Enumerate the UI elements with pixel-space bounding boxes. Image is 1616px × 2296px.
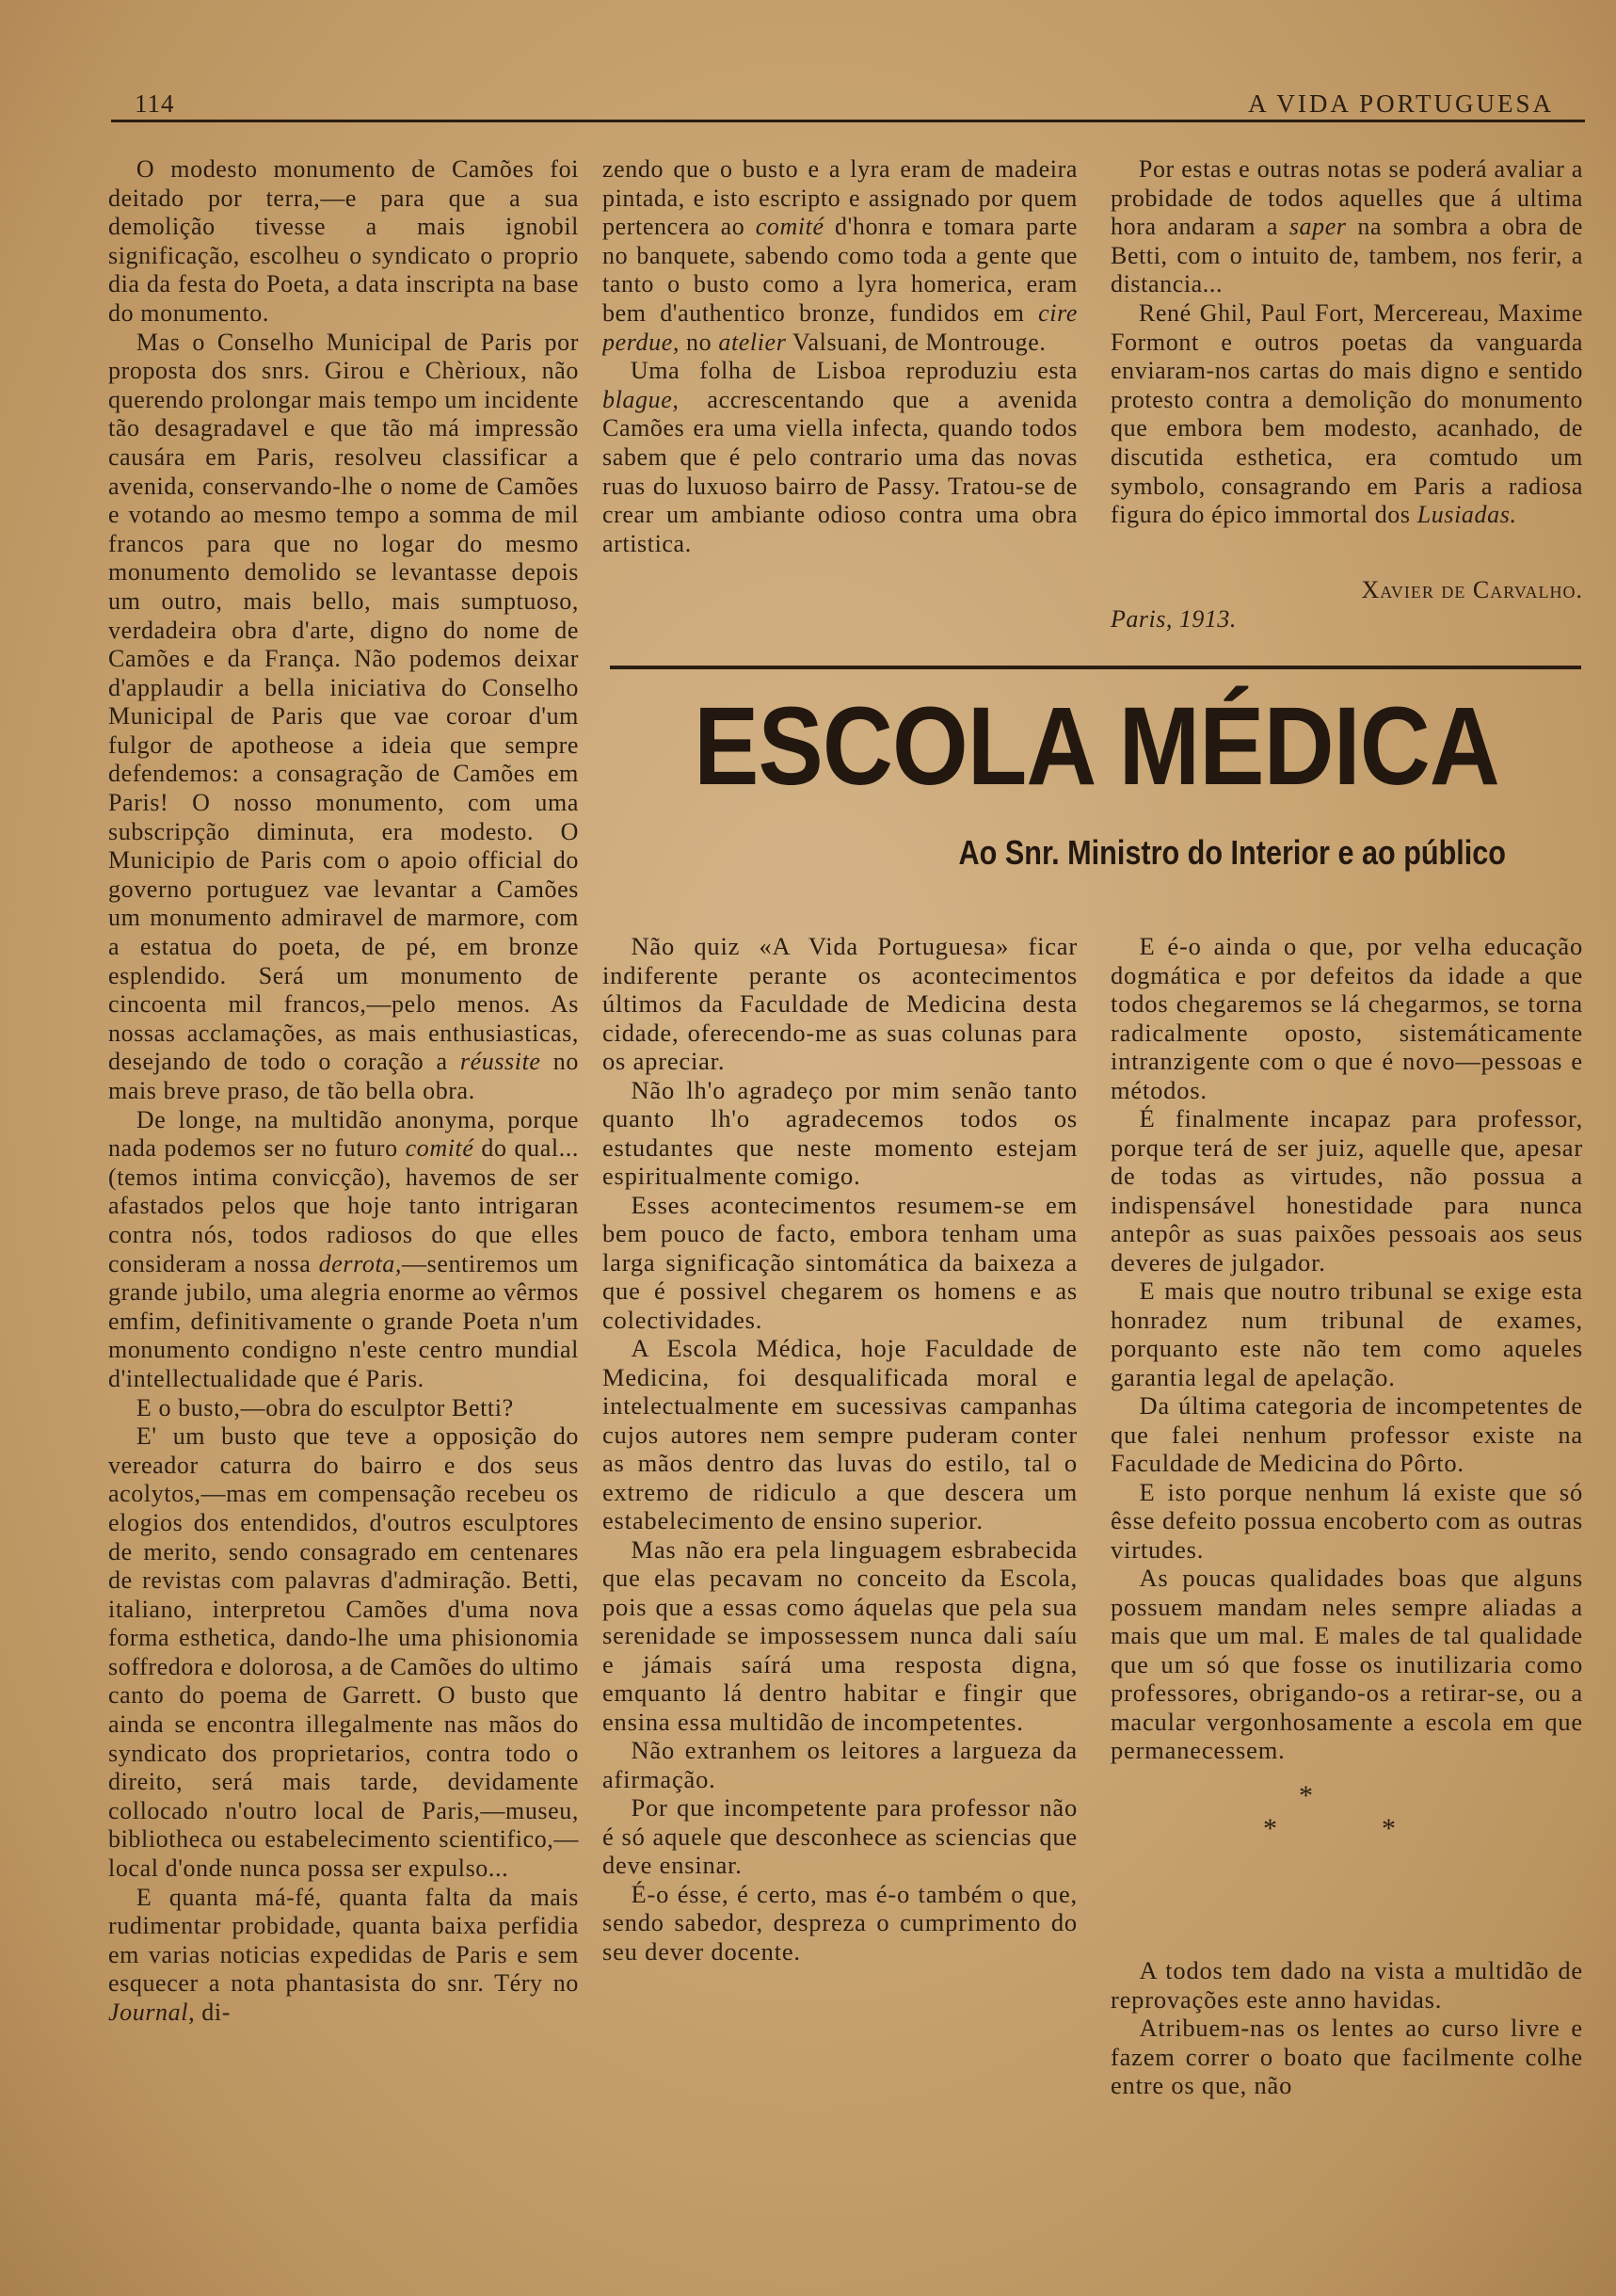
author-signature: Xavier de Carvalho. (1361, 576, 1583, 603)
paragraph-text: Mas o Conselho Municipal de Paris por proposta dos snrs. Girou e Chèrioux, não querendo prolongar mais tempo um incidente tão desagradavel e que tão má impressão causára em Paris, resolveu classificar a avenida, conservando-lhe o nome de Camões e votando ao mesmo tempo a somma de mil francos para que no logar do mesmo monumento demolido se levantasse depois um outro, mais bello, mais sumptuoso, verdadeira obra d'arte, digno do nome de Camões e da França. Não podemos deixar d'applaudir a bella iniciativa do Conselho Municipal de Paris que vae coroar d'um fulgor de apotheose a ideia que sempre defendemos: a consagração de Camões em Paris! O nosso monumento, com uma subscripção diminuta, era modesto. O Municipio de Paris com o apoio official do governo portuguez vae levantar a Camões um monumento admiravel de marmore, com a estatua do poeta, de pé, em bronze esplendido. Será um monumento de cincoenta mil francos,—pelo menos. As nossas acclamações, as mais enthusiasticas, desejando de todo o coração a (108, 328, 579, 1076)
italic-term: réussite (459, 1048, 541, 1076)
header-rule (111, 120, 1585, 122)
article-camoes-column-3 (1111, 155, 1583, 570)
italic-term: cire perdue, (602, 298, 1078, 356)
paragraph-text: O modesto monumento de Camões foi deitado por terra,—e para que a sua demolição tivesse a mais ignobil significação, escolheu o syndicato o proprio dia da festa do Poeta, a data inscripta na base do monumento. (108, 155, 579, 327)
paragraph (108, 1106, 579, 1394)
paragraph (602, 357, 1078, 558)
paragraph-text: accrescentando que a avenida Camões era uma viella infecta, quando todos sabem que é pelo contrario uma das novas ruas do luxuoso bairro de Passy. Tratou-se de crear um ambiante odioso contra uma obra artistica. (602, 385, 1078, 557)
paragraph-text: d'honra e tomara parte no banquete, sabendo como toda a gente que tanto o busto como a lyra homerica, eram bem d'authentico bronze, fundidos em (602, 213, 1078, 327)
paragraph-text: no (679, 328, 719, 356)
paragraph: Não quiz «A Vida Portuguesa» ficar indiferente perante os acontecimentos últimos da Faculdade de Medicina desta cidade, oferecendo-me as suas colunas para os apreciar. (602, 932, 1078, 1075)
paragraph: É-o ésse, é certo, mas é-o também o que, sendo sabedor, despreza o cumprimento do seu dever docente. (602, 1879, 1078, 1966)
paragraph (108, 1422, 579, 1884)
paragraph: Por que incompetente para professor não é só aquele que desconhece as sciencias que deve ensinar. (602, 1793, 1078, 1879)
dateline: Paris, 1913. (1111, 605, 1237, 633)
article-camoes-column-1 (108, 155, 579, 2255)
paragraph: Esses acontecimentos resumem-se em bem pouco de facto, embora tenham uma larga significação sintomática da baixeza a que é possivel chegarem os homens e as colectividades. (602, 1190, 1078, 1334)
paragraph-text: René Ghil, Paul Fort, Mercereau, Maxime Formont e outros poetas da vanguarda enviaram-nos cartas do mais digno e sentido protesto contra a demolição do monumento que embora bem modesto, acanhado, de discutida esthetica, era comtudo um symbolo, consagrando em Paris a radiosa figura do épico immortal dos (1111, 298, 1583, 529)
paragraph: E mais que noutro tribunal se exige esta honradez num tribunal de exames, porquanto este não tem como aqueles garantia legal de apelação. (1111, 1276, 1583, 1391)
paragraph: Atribuem-nas os lentes ao curso livre e fazem correr o boato que facilmente colhe entre os que, não (1111, 2014, 1583, 2099)
paragraph (108, 329, 579, 1106)
paragraph-text: Por estas e outras notas se poderá avaliar a probidade de todos aquelles que á ultima hora andaram a (1111, 155, 1583, 241)
paragraph: É finalmente incapaz para professor, porque terá de ser juiz, aquelle que, apesar de todas as virtudes, não possua a indispensável honestidade para nunca antepôr as suas paixões pessoais aos seus deveres de julgador. (1111, 1104, 1583, 1276)
paragraph: Não extranhem os leitores a largueza da afirmação. (602, 1736, 1078, 1793)
article-escola-column-2-continued (1111, 1956, 1583, 2239)
paragraph-text: zendo que o busto e a lyra eram de madeira pintada, e isto escripto e assignado por quem pertencera ao (602, 155, 1078, 241)
paragraph: Mas não era pela linguagem esbrabecida que elas pecavam no conceito da Escola, pois que a essas como áquelas que pela sua serenidade se impossessem nunca dali saíu e jámais saírá uma resposta digna, emquanto lá dentro habitar e fingir que ensina essa multidão de incompetentes. (602, 1534, 1078, 1736)
paragraph-text: na sombra a obra de Betti, com o intuito de, tambem, nos ferir, a distancia... (1111, 213, 1583, 298)
paragraph-text: no mais breve praso, de tão bella obra. (108, 1048, 579, 1104)
paragraph: A todos tem dado na vista a multidão de reprovações este anno havidas. (1111, 1956, 1583, 2014)
paragraph-text: Uma folha de Lisboa reproduziu esta (630, 357, 1078, 385)
italic-term: saper (1288, 213, 1347, 241)
paragraph-text: Valsuani, de Montrouge. (786, 328, 1047, 356)
italic-term: derrota, (318, 1249, 403, 1277)
italic-term: blague, (602, 385, 680, 413)
asterisk-ornament: * (1299, 1780, 1313, 1811)
article-title: ESCOLA MÉDICA (694, 684, 1499, 809)
asterisk-ornament: * (1382, 1813, 1396, 1844)
paragraph-continued (602, 155, 1078, 357)
italic-term: comité (755, 213, 824, 241)
section-rule (610, 666, 1581, 669)
italic-term: Journal, (108, 1999, 196, 2026)
magazine-title: A VIDA PORTUGUESA (1248, 89, 1554, 118)
paragraph-text: E quanta má-fé, quanta falta da mais rudimentar probidade, quanta baixa perfidia em varias noticias expedidas de Paris e sem esquecer a nota phantasista do snr. Téry no (108, 1883, 579, 1998)
paragraph: Não lh'o agradeço por mim senão tanto quanto lh'o agradecemos todos os estudantes que neste momento estejam espiritualmente comigo. (602, 1075, 1078, 1190)
paragraph (1111, 155, 1583, 299)
paragraph-text: E o busto,—obra do esculptor Betti? (136, 1393, 514, 1421)
paragraph-text: di- (195, 1999, 231, 2026)
article-escola-column-2 (1111, 932, 1583, 1779)
paragraph-text: De longe, na multidão anonyma, porque nada podemos ser no futuro (108, 1105, 579, 1163)
paragraph (108, 1394, 579, 1423)
paragraph-text: E' um busto que teve a opposição do vereador caturra do bairro e dos seus acolytos,—mas em compensação recebeu os elogios dos entendidos, d'outros esculptores de merito, sendo consagrado em centenares de revistas com palavras d'admiração. Betti, italiano, interpretou Camões d'uma nova forma esthetica, dando-lhe uma phisionomia soffredora e dolorosa, a de Camões do ultimo canto do poema de Garrett. O busto que ainda se encontra illegalmente nas mãos do syndicato dos proprietarios, contra todo o direito, será mais tarde, devidamente collocado n'outro local de Paris,—museu, bibliotheca ou estabelecimento scientifico,—local d'onde nunca possa ser expulso... (108, 1422, 579, 1883)
italic-term: atelier (718, 328, 787, 356)
article-subtitle: Ao Snr. Ministro do Interior e ao público (958, 833, 1506, 872)
paragraph (108, 1884, 579, 2028)
article-camoes-column-2 (602, 155, 1078, 645)
paragraph (108, 155, 579, 329)
paragraph-text: —sentiremos um grande jubilo, uma alegria enorme ao vêrmos emfim, definitivamente o grande Poeta n'um monumento condigno n'este centro mundial d'intellectualidade que é Paris. (108, 1249, 579, 1392)
italic-term: Lusiadas. (1416, 501, 1517, 529)
paragraph (1111, 299, 1583, 530)
page-number: 114 (135, 89, 175, 118)
asterisk-ornament: * (1263, 1813, 1277, 1844)
paragraph: E isto porque nenhum lá existe que só êsse defeito possua encoberto com as outras virtudes. (1111, 1477, 1583, 1564)
article-escola-column-1 (602, 932, 1078, 2184)
paragraph-text: do qual... (temos intima convicção), havemos de ser afastados pelos que hoje tanto intrigaran contra nós, todos radiosos do que elles consideram a nossa (108, 1134, 579, 1277)
paragraph: E é-o ainda o que, por velha educação dogmática e por defeitos da idade a que todos chegaremos se lá chegarmos, se torna radicalmente oposto, sistemáticamente intranzigente com o que é novo—pessoas e métodos. (1111, 932, 1583, 1104)
paragraph: Da última categoria de incompetentes de que falei nenhum professor existe na Faculdade de Medicina do Pôrto. (1111, 1391, 1583, 1477)
paragraph: A Escola Médica, hoje Faculdade de Medicina, foi desqualificada moral e intelectualmente em sucessivas campanhas cujos autores nem sempre puderam conter as mãos dentro das luvas do estilo, tal o extremo de ridiculo a que descera um estabelecimento de ensino superior. (602, 1334, 1078, 1534)
paragraph: As poucas qualidades boas que alguns possuem mandam neles sempre aliadas a mais que um mal. E males de tal qualidade que um só que fosse os inutilizaria como professores, obrigando-os a retirar-se, ou a macular vergonhosamente a escola em que permanecessem. (1111, 1564, 1583, 1764)
italic-term: comité (405, 1134, 474, 1163)
